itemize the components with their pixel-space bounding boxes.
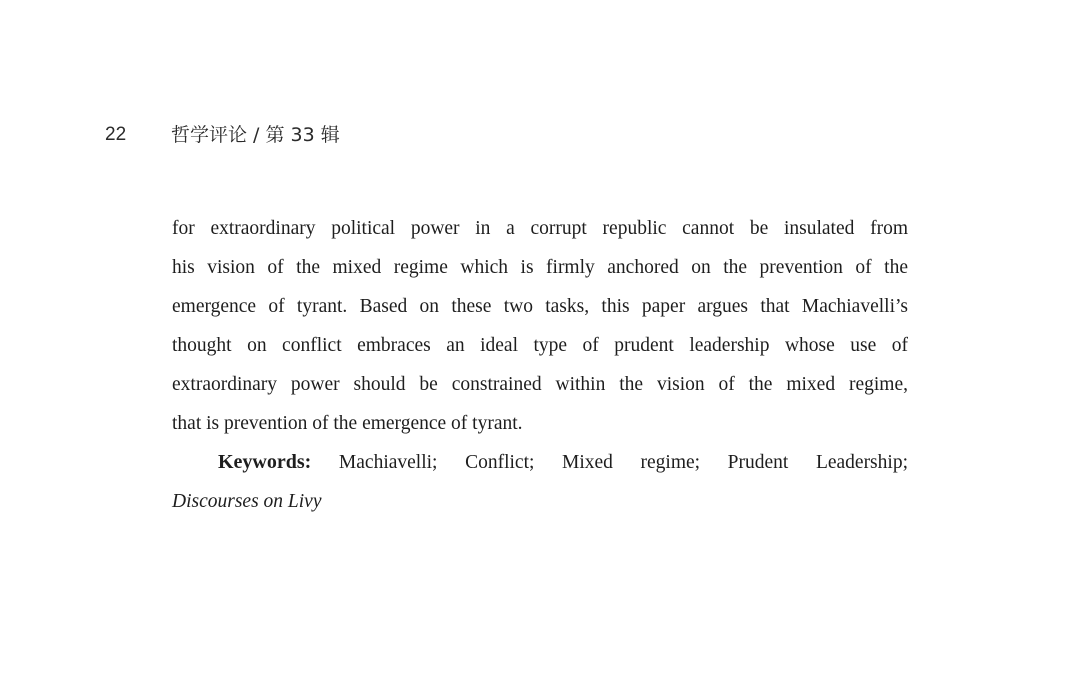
abstract-line: that is prevention of the emergence of tyrant.: [172, 413, 523, 434]
abstract-line: his vision of the mixed regime which is firmly anchored on the prevention of the: [172, 257, 908, 278]
abstract-line: thought on conflict embraces an ideal type of prudent leadership whose use of: [172, 335, 908, 356]
abstract-line: emergence of tyrant. Based on these two tasks, this paper argues that Machiavelli’s: [172, 296, 908, 317]
abstract-line: extraordinary power should be constrained within the vision of the mixed regime,: [172, 374, 908, 395]
journal-title: 哲学评论 / 第 33 辑: [171, 124, 340, 146]
keywords-continuation: Discourses on Livy: [172, 491, 322, 512]
abstract-body: [172, 209, 908, 521]
keywords-label: Keywords:: [218, 451, 312, 473]
keywords-text: Machiavelli; Conflict; Mixed regime; Prudent Leadership;: [311, 452, 908, 473]
page-number: 22: [105, 124, 127, 145]
running-header: [105, 122, 605, 150]
keywords-line: [172, 443, 908, 482]
abstract-line: for extraordinary political power in a corrupt republic cannot be insulated from: [172, 218, 908, 239]
